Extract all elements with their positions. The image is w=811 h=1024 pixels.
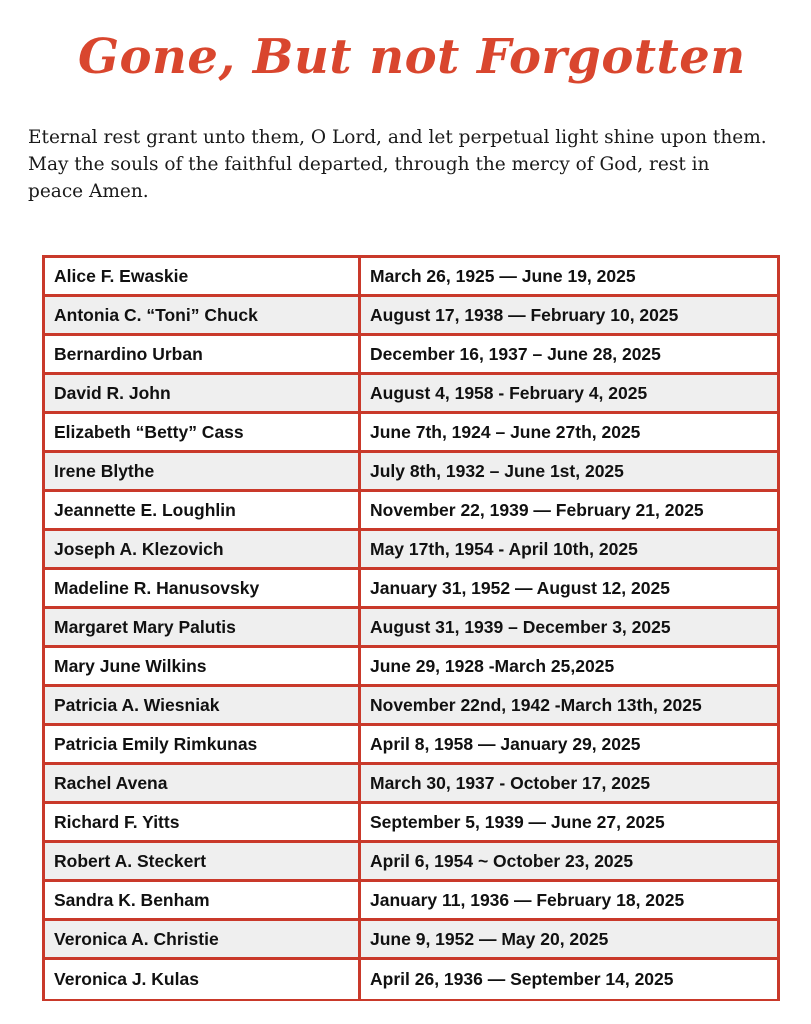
memorial-table xyxy=(42,255,780,1001)
life-dates: March 26, 1925 — June 19, 2025 xyxy=(361,258,777,297)
life-dates: November 22nd, 1942 -March 13th, 2025 xyxy=(361,687,777,726)
table-row xyxy=(45,609,777,648)
life-dates: September 5, 1939 — June 27, 2025 xyxy=(361,804,777,843)
table-row xyxy=(45,414,777,453)
deceased-name: Bernardino Urban xyxy=(45,336,361,375)
life-dates: March 30, 1937 - October 17, 2025 xyxy=(361,765,777,804)
deceased-name: Patricia A. Wiesniak xyxy=(45,687,361,726)
table-row xyxy=(45,726,777,765)
table-row xyxy=(45,648,777,687)
life-dates: December 16, 1937 – June 28, 2025 xyxy=(361,336,777,375)
table-row xyxy=(45,297,777,336)
deceased-name: Mary June Wilkins xyxy=(45,648,361,687)
table-row xyxy=(45,453,777,492)
page-title: Gone, But not Forgotten xyxy=(78,29,746,85)
table-row xyxy=(45,492,777,531)
table-row xyxy=(45,336,777,375)
deceased-name: Veronica A. Christie xyxy=(45,921,361,960)
table-row xyxy=(45,960,777,999)
life-dates: January 11, 1936 — February 18, 2025 xyxy=(361,882,777,921)
deceased-name: Joseph A. Klezovich xyxy=(45,531,361,570)
prayer-text: Eternal rest grant unto them, O Lord, and let perpetual light shine upon them. May the souls of the faithful departed, through the mercy of God, rest in peace Amen. xyxy=(28,127,767,202)
deceased-name: Alice F. Ewaskie xyxy=(45,258,361,297)
table-row xyxy=(45,687,777,726)
life-dates: July 8th, 1932 – June 1st, 2025 xyxy=(361,453,777,492)
memorial-table-body xyxy=(45,258,777,999)
deceased-name: Elizabeth “Betty” Cass xyxy=(45,414,361,453)
table-row xyxy=(45,531,777,570)
table-row xyxy=(45,921,777,960)
life-dates: June 7th, 1924 – June 27th, 2025 xyxy=(361,414,777,453)
table-row xyxy=(45,765,777,804)
deceased-name: Richard F. Yitts xyxy=(45,804,361,843)
deceased-name: Rachel Avena xyxy=(45,765,361,804)
deceased-name: Veronica J. Kulas xyxy=(45,960,361,999)
deceased-name: Irene Blythe xyxy=(45,453,361,492)
life-dates: August 17, 1938 — February 10, 2025 xyxy=(361,297,777,336)
deceased-name: Robert A. Steckert xyxy=(45,843,361,882)
deceased-name: Sandra K. Benham xyxy=(45,882,361,921)
life-dates: June 29, 1928 -March 25,2025 xyxy=(361,648,777,687)
deceased-name: David R. John xyxy=(45,375,361,414)
table-row xyxy=(45,375,777,414)
life-dates: January 31, 1952 — August 12, 2025 xyxy=(361,570,777,609)
life-dates: April 6, 1954 ~ October 23, 2025 xyxy=(361,843,777,882)
deceased-name: Antonia C. “Toni” Chuck xyxy=(45,297,361,336)
life-dates: April 8, 1958 — January 29, 2025 xyxy=(361,726,777,765)
table-row xyxy=(45,804,777,843)
table-row xyxy=(45,570,777,609)
table-row xyxy=(45,882,777,921)
deceased-name: Jeannette E. Loughlin xyxy=(45,492,361,531)
deceased-name: Margaret Mary Palutis xyxy=(45,609,361,648)
deceased-name: Patricia Emily Rimkunas xyxy=(45,726,361,765)
table-row xyxy=(45,843,777,882)
life-dates: April 26, 1936 — September 14, 2025 xyxy=(361,960,777,999)
life-dates: May 17th, 1954 - April 10th, 2025 xyxy=(361,531,777,570)
life-dates: August 4, 1958 - February 4, 2025 xyxy=(361,375,777,414)
table-row xyxy=(45,258,777,297)
deceased-name: Madeline R. Hanusovsky xyxy=(45,570,361,609)
life-dates: November 22, 1939 — February 21, 2025 xyxy=(361,492,777,531)
life-dates: June 9, 1952 — May 20, 2025 xyxy=(361,921,777,960)
life-dates: August 31, 1939 – December 3, 2025 xyxy=(361,609,777,648)
